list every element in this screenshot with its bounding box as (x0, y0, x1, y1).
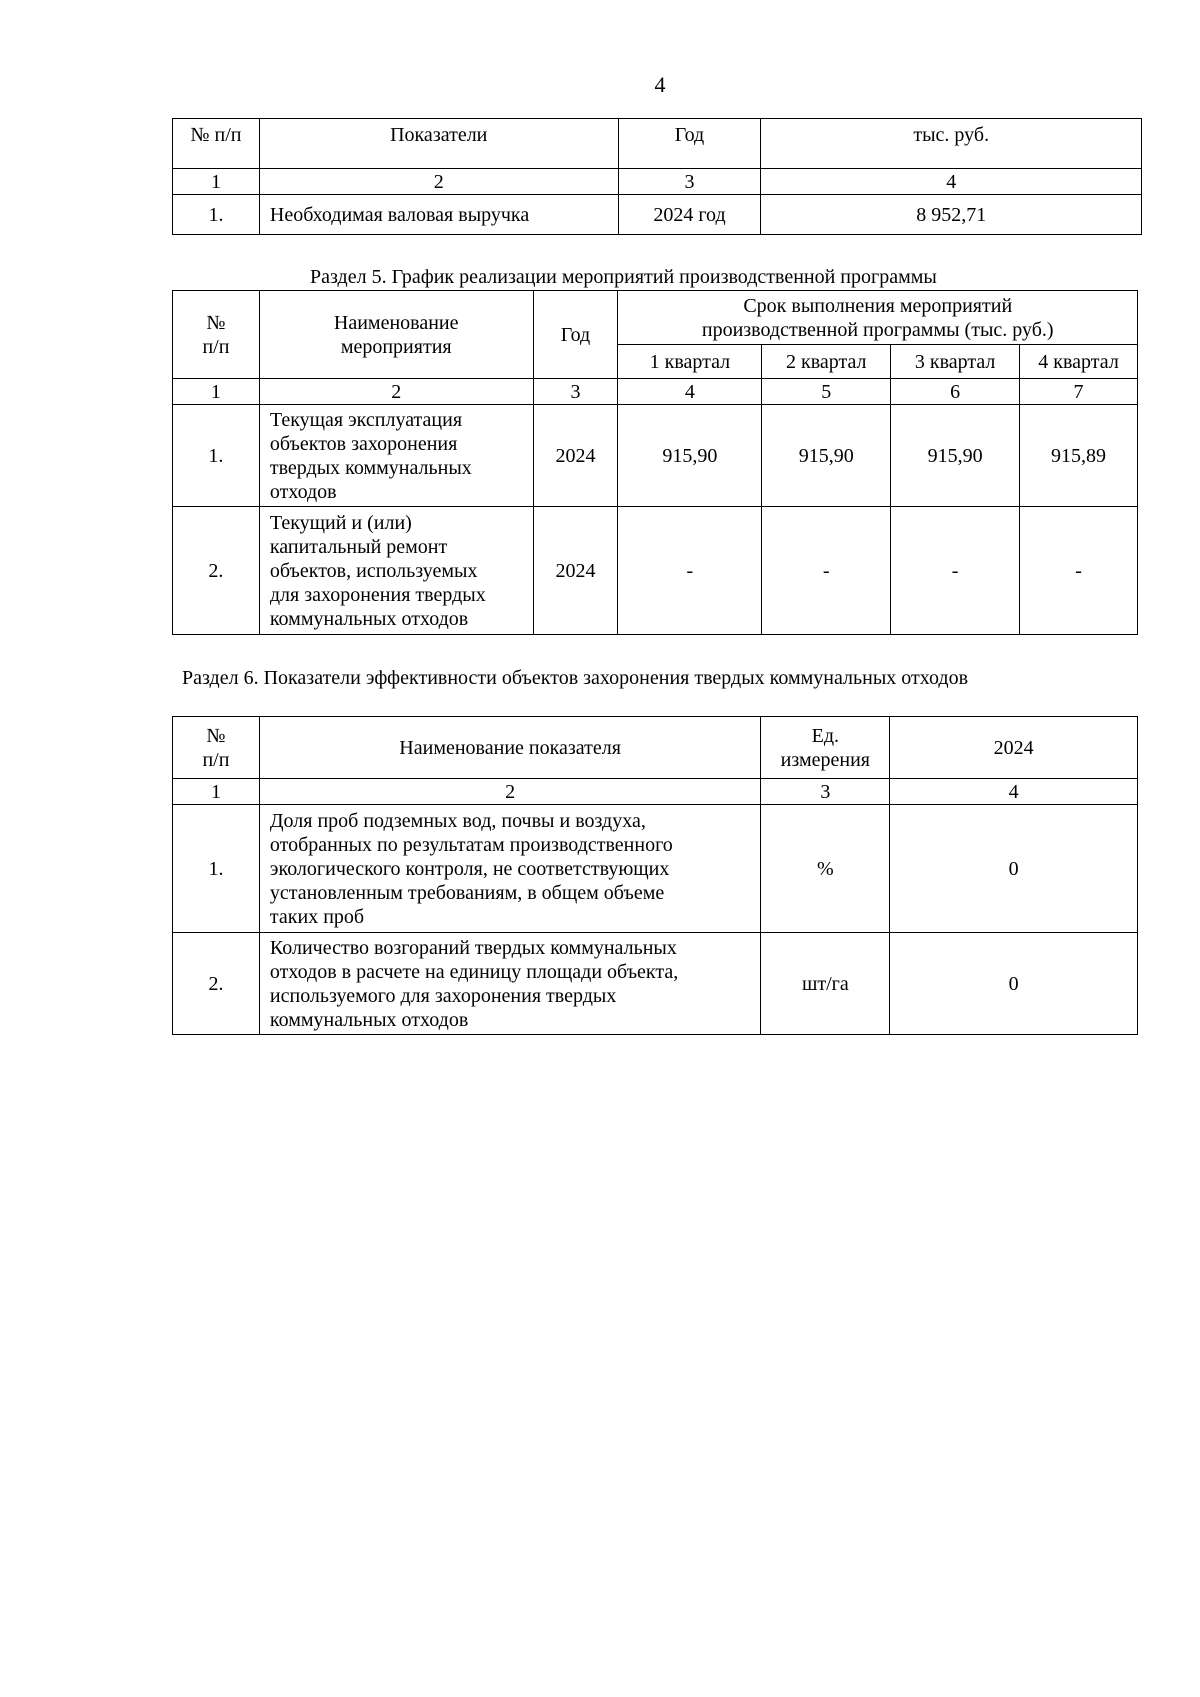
row-unit: шт/га (761, 933, 890, 1035)
col-number: 1 (173, 169, 260, 195)
col-number: 2 (259, 169, 618, 195)
section6-title: Раздел 6. Показатели эффективности объектов захоронения твердых коммунальных отходов (182, 667, 969, 689)
col-number: 7 (1020, 379, 1138, 405)
table-row (173, 805, 1138, 933)
table-header-row (173, 291, 1138, 345)
col-number: 3 (618, 169, 761, 195)
row-q3: 915,90 (891, 405, 1020, 507)
col-number: 3 (533, 379, 618, 405)
table-header-row (173, 119, 1142, 169)
table-row (173, 933, 1138, 1035)
header-num: № п/п (173, 291, 260, 379)
row-q3: - (891, 507, 1020, 635)
header-num: № п/п (173, 717, 260, 779)
col-number: 3 (761, 779, 890, 805)
header-q2: 2 квартал (762, 345, 891, 379)
header-year: 2024 (890, 717, 1138, 779)
col-number: 6 (891, 379, 1020, 405)
column-number-row (173, 379, 1138, 405)
schedule-table (172, 290, 1138, 635)
page-number: 4 (654, 72, 666, 97)
header-name: Наименование мероприятия (259, 291, 533, 379)
row-name: Текущий и (или) капитальный ремонт объектов, используемых для захоронения твердых коммунальных отходов (259, 507, 533, 635)
efficiency-table (172, 716, 1138, 1035)
header-indicators: Показатели (259, 119, 618, 169)
row-num: 1. (173, 405, 260, 507)
row-value: 0 (890, 805, 1138, 933)
row-year: 2024 год (618, 195, 761, 235)
header-year: Год (618, 119, 761, 169)
col-number: 4 (618, 379, 762, 405)
table-header-row (173, 717, 1138, 779)
row-q1: 915,90 (618, 405, 762, 507)
section5-title: Раздел 5. График реализации мероприятий производственной программы (310, 266, 937, 288)
row-num: 2. (173, 507, 260, 635)
row-value: 0 (890, 933, 1138, 1035)
header-q3: 3 квартал (891, 345, 1020, 379)
row-q2: 915,90 (762, 405, 891, 507)
row-year: 2024 (533, 405, 618, 507)
row-name: Текущая эксплуатация объектов захоронения твердых коммунальных отходов (259, 405, 533, 507)
column-number-row (173, 779, 1138, 805)
row-num: 1. (173, 195, 260, 235)
header-name: Наименование показателя (259, 717, 760, 779)
row-q4: 915,89 (1020, 405, 1138, 507)
row-name: Доля проб подземных вод, почвы и воздуха, отобранных по результатам производственного экологического контроля, не соответствующих установленным требованиям, в общем объеме таких проб (259, 805, 760, 933)
header-num: № п/п (173, 119, 260, 169)
row-indicator: Необходимая валовая выручка (259, 195, 618, 235)
row-name: Количество возгораний твердых коммунальных отходов в расчете на единицу площади объекта, используемого для захоронения твердых коммунальных отходов (259, 933, 760, 1035)
row-q1: - (618, 507, 762, 635)
row-year: 2024 (533, 507, 618, 635)
row-value: 8 952,71 (761, 195, 1142, 235)
col-number: 1 (173, 779, 260, 805)
header-period: Срок выполнения мероприятий производственной программы (тыс. руб.) (618, 291, 1138, 345)
revenue-table (172, 118, 1142, 235)
header-year: Год (533, 291, 618, 379)
table-row (173, 507, 1138, 635)
row-q2: - (762, 507, 891, 635)
header-unit: Ед. измерения (761, 717, 890, 779)
col-number: 1 (173, 379, 260, 405)
col-number: 2 (259, 779, 760, 805)
col-number: 5 (762, 379, 891, 405)
header-value: тыс. руб. (761, 119, 1142, 169)
header-q4: 4 квартал (1020, 345, 1138, 379)
row-num: 1. (173, 805, 260, 933)
table-row (173, 195, 1142, 235)
header-q1: 1 квартал (618, 345, 762, 379)
column-number-row (173, 169, 1142, 195)
col-number: 4 (890, 779, 1138, 805)
row-unit: % (761, 805, 890, 933)
row-num: 2. (173, 933, 260, 1035)
col-number: 4 (761, 169, 1142, 195)
col-number: 2 (259, 379, 533, 405)
table-row (173, 405, 1138, 507)
row-q4: - (1020, 507, 1138, 635)
